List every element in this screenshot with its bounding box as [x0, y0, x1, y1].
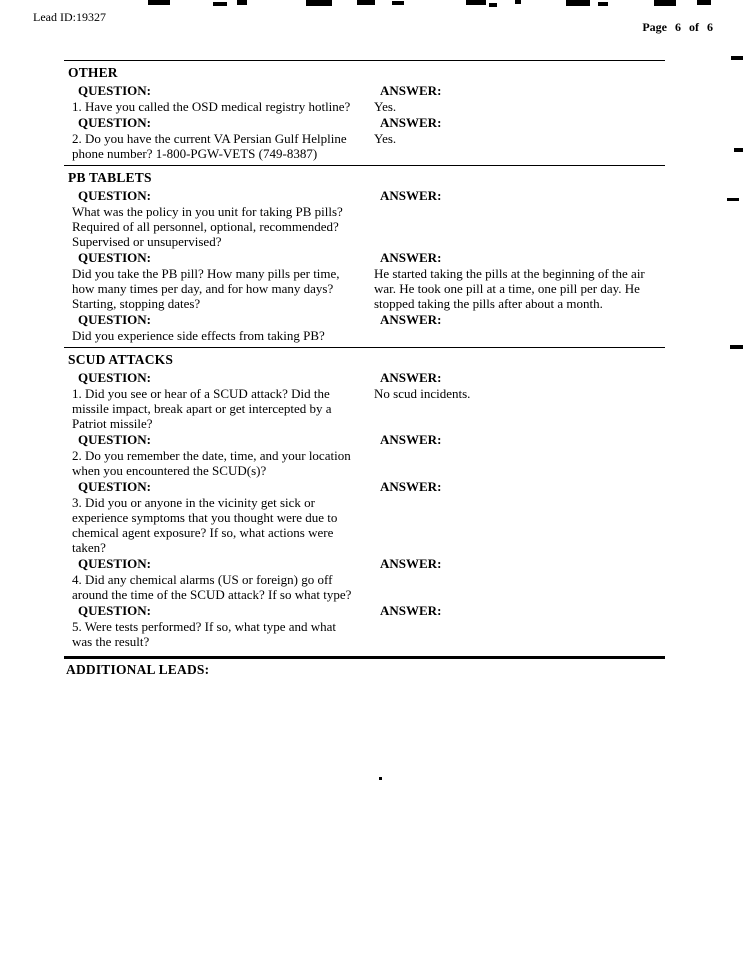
question-label: QUESTION:: [78, 556, 151, 571]
answer-cell: [366, 432, 665, 478]
question-cell: [64, 250, 356, 311]
question-cell: [64, 312, 356, 343]
question-text: 2. Do you remember the date, time, and your location when you encountered the SCUD(s)?: [72, 448, 351, 478]
question-label: QUESTION:: [78, 312, 151, 327]
scan-artifact: [392, 1, 404, 5]
question-cell: [64, 432, 356, 478]
section-title-other: OTHER: [68, 65, 118, 80]
answer-label: ANSWER:: [380, 115, 442, 130]
question-text: 4. Did any chemical alarms (US or foreign) go off around the time of the SCUD attack? If so what type?: [72, 572, 352, 602]
question-text: 5. Were tests performed? If so, what type and what was the result?: [72, 619, 337, 649]
scan-artifact: [598, 2, 608, 6]
scan-artifact: [515, 0, 521, 4]
qa-row: [64, 250, 665, 311]
scan-artifact: [734, 148, 743, 152]
lead-id: Lead ID:19327: [33, 10, 106, 24]
page-number: Page 6 of 6: [642, 20, 713, 34]
scan-artifact: [213, 2, 227, 6]
question-text: 1. Did you see or hear of a SCUD attack? Did the missile impact, break apart or get intercepted by a Patriot missile?: [72, 386, 332, 431]
answer-cell: [366, 370, 665, 431]
section-title-pb-tablets: PB TABLETS: [68, 170, 152, 185]
question-label: QUESTION:: [78, 479, 151, 494]
question-label: QUESTION:: [78, 432, 151, 447]
scan-artifact: [654, 0, 676, 6]
answer-cell: [366, 479, 665, 555]
question-text: Did you experience side effects from taking PB?: [72, 328, 325, 343]
qa-row: [64, 432, 665, 478]
question-text: Did you take the PB pill? How many pills per time, how many times per day, and for how many days? Starting, stopping dates?: [72, 266, 340, 311]
answer-text: Yes.: [374, 131, 397, 146]
question-text: 3. Did you or anyone in the vicinity get sick or experience symptoms that you thought were due to chemical agent exposure? If so, what actions were taken?: [72, 495, 338, 555]
scan-artifact: [727, 198, 739, 201]
answer-label: ANSWER:: [380, 479, 442, 494]
question-label: QUESTION:: [78, 188, 151, 203]
answer-label: ANSWER:: [380, 556, 442, 571]
answer-cell: [366, 312, 665, 343]
answer-label: ANSWER:: [380, 250, 442, 265]
question-label: QUESTION:: [78, 115, 151, 130]
answer-cell: [366, 603, 665, 649]
answer-text: Yes.: [374, 99, 397, 114]
question-label: QUESTION:: [78, 83, 151, 98]
question-cell: [64, 370, 356, 431]
scan-artifact: [466, 0, 486, 5]
answer-label: ANSWER:: [380, 370, 442, 385]
question-cell: [64, 479, 356, 555]
qa-row: [64, 83, 665, 114]
answer-label: ANSWER:: [380, 432, 442, 447]
scan-artifact: [566, 0, 590, 6]
question-cell: [64, 188, 356, 249]
scan-artifact: [379, 777, 382, 780]
qa-row: [64, 603, 665, 649]
scan-artifact: [148, 0, 170, 5]
scan-artifact: [730, 345, 743, 349]
scan-artifact: [731, 56, 743, 60]
question-cell: [64, 556, 356, 602]
question-text: What was the policy in you unit for taking PB pills? Required of all personnel, optional, recommended? Supervised or unsupervised?: [72, 204, 343, 249]
answer-text: He started taking the pills at the beginning of the air war. He took one pill at a time, one pill per day. He stopped taking the pills after about a month.: [374, 266, 645, 311]
scan-artifact: [489, 3, 497, 7]
question-label: QUESTION:: [78, 250, 151, 265]
scan-artifact: [357, 0, 375, 5]
answer-label: ANSWER:: [380, 83, 442, 98]
answer-cell: [366, 188, 665, 249]
question-text: 2. Do you have the current VA Persian Gulf Helpline phone number? 1-800-PGW-VETS (749-8387): [72, 131, 347, 161]
qa-row: [64, 370, 665, 431]
additional-leads-heading: ADDITIONAL LEADS:: [66, 662, 210, 677]
scan-artifact: [306, 0, 332, 6]
qa-row: [64, 312, 665, 343]
answer-text: No scud incidents.: [374, 386, 471, 401]
qa-row: [64, 115, 665, 161]
question-text: 1. Have you called the OSD medical registry hotline?: [72, 99, 351, 114]
qa-row: [64, 479, 665, 555]
answer-label: ANSWER:: [380, 312, 442, 327]
answer-cell: [366, 83, 665, 114]
form-content: [64, 56, 665, 677]
question-cell: [64, 83, 356, 114]
question-cell: [64, 115, 356, 161]
scan-artifact: [237, 0, 247, 5]
question-label: QUESTION:: [78, 603, 151, 618]
answer-cell: [366, 556, 665, 602]
question-label: QUESTION:: [78, 370, 151, 385]
question-cell: [64, 603, 356, 649]
answer-label: ANSWER:: [380, 603, 442, 618]
answer-cell: [366, 250, 665, 311]
answer-cell: [366, 115, 665, 161]
section-title-scud-attacks: SCUD ATTACKS: [68, 352, 174, 367]
answer-label: ANSWER:: [380, 188, 442, 203]
scan-artifact: [697, 0, 711, 5]
qa-row: [64, 556, 665, 602]
qa-row: [64, 188, 665, 249]
